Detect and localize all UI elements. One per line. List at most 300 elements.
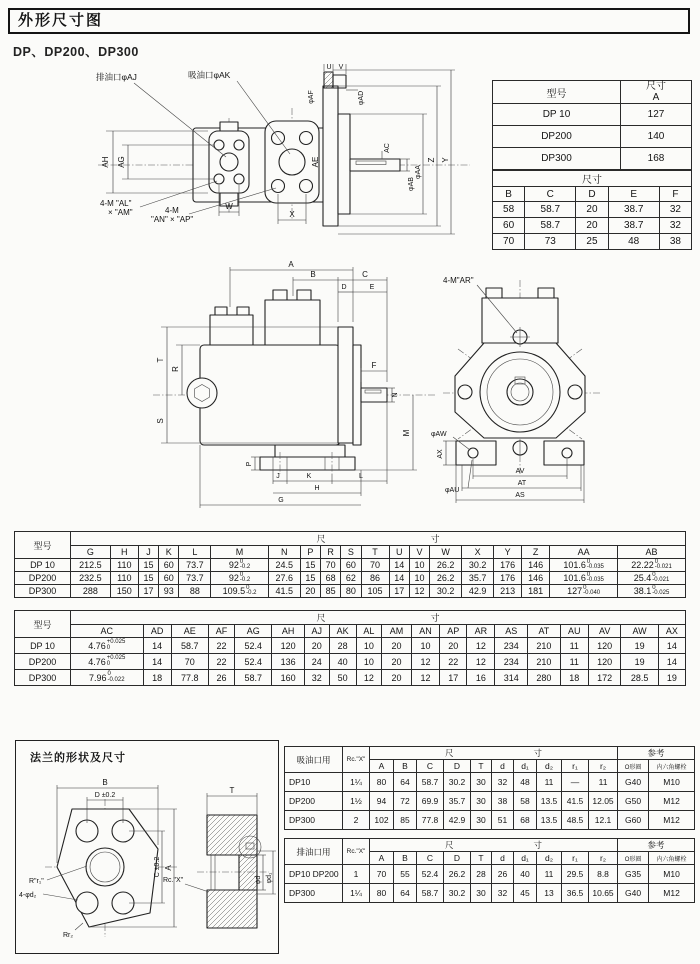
cell: 32	[659, 218, 691, 234]
cell: 20	[305, 638, 329, 654]
cell: 150	[110, 585, 138, 598]
cell: DP300	[15, 585, 71, 598]
table-row	[15, 585, 686, 598]
cell: 41.5	[562, 792, 589, 811]
cell: 172	[588, 670, 621, 686]
col-header: T	[471, 760, 492, 773]
col-header: J	[138, 546, 158, 559]
dim-n: N	[392, 392, 399, 398]
col-header: N	[268, 546, 300, 559]
cell: 19	[621, 654, 658, 670]
table-row	[285, 773, 695, 792]
flange-shape-panel	[15, 740, 279, 954]
cell: 16	[467, 670, 495, 686]
col-header: AL	[356, 625, 381, 638]
cell: 60	[493, 218, 525, 234]
suction-port-bore	[279, 149, 305, 175]
cell: 101.6 0 -0.035	[550, 559, 618, 572]
cell: 73.7	[179, 572, 211, 585]
cell: 62	[341, 572, 361, 585]
dim-a: A	[164, 865, 173, 871]
col-header: B	[493, 187, 525, 202]
cell: M12	[649, 811, 695, 830]
cell: 140	[621, 126, 692, 148]
cell: 109.5 0 -0.2	[211, 585, 268, 598]
cell: 58.7	[525, 218, 576, 234]
cell: M10	[649, 865, 695, 884]
cell: 94	[370, 792, 394, 811]
cell: M12	[649, 792, 695, 811]
table-row	[493, 218, 692, 234]
cell: 20	[382, 654, 412, 670]
front-view	[431, 276, 600, 503]
cell: 213	[494, 585, 522, 598]
bolt-callout-an-1: 4-M	[165, 206, 179, 215]
cell: 120	[588, 654, 621, 670]
cell: 38.7	[608, 218, 659, 234]
col-header: A	[370, 852, 394, 865]
cell: 38	[492, 792, 514, 811]
valve-block-1	[210, 315, 253, 345]
cell: 38.7	[608, 202, 659, 218]
cell: 68	[514, 811, 537, 830]
cell: 314	[495, 670, 528, 686]
col-header: d₁	[514, 760, 537, 773]
cell: 20	[300, 585, 320, 598]
dim-letter-a: A	[652, 92, 660, 103]
cell: 102	[370, 811, 394, 830]
column-header-row	[493, 187, 692, 202]
cell: 12	[411, 654, 439, 670]
col-header: 内六角螺栓	[649, 852, 695, 865]
cell: 280	[528, 670, 561, 686]
cell: 80	[341, 585, 361, 598]
cell: 60	[159, 572, 179, 585]
cell: 13	[537, 884, 562, 903]
col-header: D	[576, 187, 608, 202]
mounting-foot	[260, 457, 355, 470]
dim-as: AS	[515, 492, 525, 499]
column-header-row	[15, 546, 686, 559]
dim-a: A	[288, 260, 294, 269]
col-header-dim-a	[621, 81, 692, 104]
cell: DP 10	[493, 104, 621, 126]
cell: 14	[143, 654, 171, 670]
cell: 8.8	[589, 865, 618, 884]
dim-char-2: 寸	[430, 613, 440, 623]
flange-section-view	[163, 786, 276, 928]
cell: 32	[492, 773, 514, 792]
cell: 13.5	[537, 811, 562, 830]
cell: 234	[495, 638, 528, 654]
col-header: r₁	[562, 852, 589, 865]
table-row	[15, 670, 686, 686]
dim-u: U	[326, 64, 332, 71]
callout-rc-x: Rc."X"	[163, 877, 184, 884]
cell: 15	[138, 572, 158, 585]
cell: 58.7	[235, 670, 272, 686]
cell: 26	[208, 670, 234, 686]
callout-r-r1: R"r₁"	[29, 878, 44, 885]
cell: 10	[356, 654, 381, 670]
cell: 70	[171, 654, 208, 670]
dim-z: Z	[427, 157, 436, 163]
cell: 48	[608, 234, 659, 250]
col-header-model: 型号	[15, 532, 71, 559]
cell: G40	[618, 884, 649, 903]
col-header: U	[389, 546, 409, 559]
cell: 26	[492, 865, 514, 884]
cell: 70	[320, 559, 340, 572]
col-header: B	[394, 852, 417, 865]
col-header: C	[417, 760, 444, 773]
cell: 101.6 0 -0.035	[550, 572, 618, 585]
cell: 1¼	[343, 884, 370, 903]
dim-span-header	[71, 532, 686, 546]
cell: G50	[618, 792, 649, 811]
table-row	[493, 234, 692, 250]
cell: 30.2	[444, 773, 471, 792]
column-header-row	[15, 625, 686, 638]
cell: 120	[272, 638, 305, 654]
dim-h: H	[314, 485, 320, 492]
col-header: AR	[467, 625, 495, 638]
cell: 68	[320, 572, 340, 585]
cell: 48.5	[562, 811, 589, 830]
cell: 88	[179, 585, 211, 598]
dim-ab: φAB	[408, 177, 415, 191]
cell: DP10 DP200	[285, 865, 343, 884]
col-header: r₂	[589, 760, 618, 773]
dim-d-tol: D ±0.2	[94, 792, 116, 799]
bcdef-dimension-table	[492, 170, 692, 250]
dim-j: J	[276, 473, 280, 480]
pump-rear-view-drawing	[50, 64, 495, 260]
cell: 110	[110, 572, 138, 585]
dim-ad: φAD	[358, 90, 365, 106]
dim-span-header	[71, 611, 686, 625]
col-header: AX	[658, 625, 685, 638]
cell: G35	[618, 865, 649, 884]
cell: 30	[471, 773, 492, 792]
callout-4-d2: 4-φd₂	[19, 892, 37, 899]
dim-ae: AE	[311, 156, 320, 168]
cell: 12	[409, 585, 429, 598]
dim-char-1: 尺	[316, 534, 326, 544]
cell: 20	[382, 670, 412, 686]
cell: 85	[320, 585, 340, 598]
dimension-table-2	[14, 610, 686, 686]
cell: 10	[411, 638, 439, 654]
cell: 10	[409, 572, 429, 585]
cell: 22	[208, 654, 234, 670]
col-header: AF	[208, 625, 234, 638]
dim-char-2: 寸	[533, 840, 543, 850]
cell: 17	[138, 585, 158, 598]
cell: 25.4 0 -0.021	[618, 572, 686, 585]
cell: 42.9	[462, 585, 494, 598]
table-row	[15, 638, 686, 654]
col-header: AD	[143, 625, 171, 638]
cell: 52.4	[235, 654, 272, 670]
cell: 35.7	[462, 572, 494, 585]
hex-plug	[187, 378, 217, 408]
dim-m: M	[402, 429, 411, 437]
cell: 22	[440, 654, 467, 670]
col-header: d	[492, 760, 514, 773]
col-header: AE	[171, 625, 208, 638]
dim-char-2: 寸	[533, 748, 543, 758]
col-header: AU	[560, 625, 588, 638]
callout-r-r2: Rr₂	[63, 932, 74, 939]
bolt-callout-al-2: × "AM"	[108, 208, 133, 217]
mounting-flange	[338, 327, 353, 443]
cell: 14	[658, 638, 685, 654]
cell: DP200	[15, 654, 71, 670]
cell: DP300	[285, 884, 343, 903]
cell: 30	[471, 884, 492, 903]
col-header: G	[71, 546, 111, 559]
cell: 70	[370, 865, 394, 884]
dim-char-1: 尺	[316, 613, 326, 623]
col-header: AG	[235, 625, 272, 638]
cell: DP300	[493, 148, 621, 170]
dim-word: 尺寸	[646, 81, 666, 92]
cell: 58	[493, 202, 525, 218]
cell: 17	[389, 585, 409, 598]
cell: 210	[528, 654, 561, 670]
col-header-model: 型号	[493, 81, 621, 104]
col-header: AJ	[305, 625, 329, 638]
table-row	[493, 202, 692, 218]
cell: 38.1 0 -0.025	[618, 585, 686, 598]
dim-p: P	[246, 461, 253, 467]
cell: 30	[471, 811, 492, 830]
cell: 14	[658, 654, 685, 670]
cell: 22	[208, 638, 234, 654]
cell: DP300	[285, 811, 343, 830]
cell: 12	[467, 638, 495, 654]
dim-at: AT	[517, 480, 527, 487]
cell: 58.7	[417, 884, 444, 903]
cell: 181	[522, 585, 550, 598]
dim-w: W	[225, 202, 233, 211]
dim-d: D	[341, 284, 347, 291]
col-header: d₂	[537, 852, 562, 865]
cell: 7.96 0 -0.022	[71, 670, 144, 686]
suction-port-table	[284, 746, 695, 830]
cell: 14	[143, 638, 171, 654]
col-header: D	[444, 760, 471, 773]
cell: 29.5	[562, 865, 589, 884]
cell: 15	[300, 572, 320, 585]
cell: 176	[494, 559, 522, 572]
cell: 2	[343, 811, 370, 830]
dim-phi-d: φd	[255, 875, 262, 885]
port-category: 吸油口用	[285, 747, 343, 773]
cell: 70	[361, 559, 389, 572]
dim-c-tol: C ±0.2	[154, 856, 161, 878]
cell: 69.9	[417, 792, 444, 811]
cell: 12	[411, 670, 439, 686]
cell: 110	[110, 559, 138, 572]
flange-face-view	[19, 778, 179, 939]
port-category: 排油口用	[285, 839, 343, 865]
flange-panel-title: 法兰的形状及尺寸	[30, 752, 126, 764]
cell: 1¼	[343, 773, 370, 792]
cell: 58.7	[525, 202, 576, 218]
cell: 11	[537, 865, 562, 884]
dim-span-header	[370, 747, 618, 760]
dim-au: φAU	[445, 487, 460, 494]
col-header: B	[394, 760, 417, 773]
dim-aw: φAW	[431, 431, 447, 438]
col-header: T	[471, 852, 492, 865]
table-row	[15, 654, 686, 670]
cell: 85	[394, 811, 417, 830]
cell: 32	[492, 884, 514, 903]
cell: 210	[528, 638, 561, 654]
dim-ag: AG	[117, 156, 126, 168]
dim-b: B	[102, 778, 108, 787]
cell: 14	[389, 559, 409, 572]
col-header: C	[525, 187, 576, 202]
cell: 160	[272, 670, 305, 686]
bolt-callout-ar: 4-M"AR"	[443, 276, 474, 285]
cell: 51	[492, 811, 514, 830]
cell: 60	[159, 559, 179, 572]
col-header: W	[430, 546, 462, 559]
bolt-callout-an-2: "AN" × "AP"	[151, 215, 194, 224]
cell: 70	[493, 234, 525, 250]
cell: DP 10	[15, 638, 71, 654]
discharge-port-table	[284, 838, 695, 903]
cell: 146	[522, 572, 550, 585]
cell: 120	[588, 638, 621, 654]
col-header: R	[320, 546, 340, 559]
cell: 1½	[343, 792, 370, 811]
cell: 36.5	[562, 884, 589, 903]
dim-r: R	[171, 366, 180, 372]
dim-g: G	[278, 497, 284, 504]
cell: M10	[649, 773, 695, 792]
cell: 52.4	[417, 865, 444, 884]
cell: 4.76 +0.025 0	[71, 654, 144, 670]
col-header-rc: Rc."X"	[343, 839, 370, 865]
cell: 12	[356, 670, 381, 686]
valve-block-2	[265, 300, 320, 345]
page-title: 外形尺寸图	[8, 8, 690, 34]
dim-c: C	[362, 270, 368, 279]
suction-port-label: 吸油口φAK	[188, 70, 231, 80]
cell: 64	[394, 773, 417, 792]
cell: 50	[329, 670, 356, 686]
cell: 64	[394, 884, 417, 903]
cell: 11	[560, 654, 588, 670]
cell: 24.5	[268, 559, 300, 572]
cell: 10	[409, 559, 429, 572]
col-header: T	[361, 546, 389, 559]
col-header: d	[492, 852, 514, 865]
cell: 4.76 +0.025 0	[71, 638, 144, 654]
col-header: r₁	[562, 760, 589, 773]
cell: 45	[514, 884, 537, 903]
cell: 55	[394, 865, 417, 884]
cell: 26.2	[444, 865, 471, 884]
model-list: DP、DP200、DP300	[13, 45, 139, 59]
col-header: C	[417, 852, 444, 865]
cell: 20	[382, 638, 412, 654]
cell: 80	[370, 884, 394, 903]
col-header: V	[409, 546, 429, 559]
cell: 17	[440, 670, 467, 686]
dim-ac: AC	[384, 143, 391, 153]
cell: 38	[659, 234, 691, 250]
cell: 127	[621, 104, 692, 126]
pump-side-and-front-view-drawing	[25, 252, 695, 528]
dim-k: K	[306, 473, 312, 480]
cell: 48	[514, 773, 537, 792]
cell: 234	[495, 654, 528, 670]
col-header: AN	[411, 625, 439, 638]
cell: 12.05	[589, 792, 618, 811]
dimension-table-1	[14, 531, 686, 598]
dim-v: V	[338, 64, 344, 71]
cell: 26.2	[430, 572, 462, 585]
dim-s: S	[156, 418, 165, 424]
cell: 92 0 -0.2	[211, 559, 268, 572]
cell: 92 0 -0.2	[211, 572, 268, 585]
cell: 73	[525, 234, 576, 250]
table-row	[285, 811, 695, 830]
col-header: O形圈	[618, 760, 649, 773]
col-header: AB	[618, 546, 686, 559]
cell: 30	[471, 792, 492, 811]
dim-char-2: 寸	[430, 534, 440, 544]
dim-aa: φAA	[415, 165, 422, 179]
dim-x: X	[289, 210, 295, 219]
dim-span-header	[370, 839, 618, 852]
cell: 41.5	[268, 585, 300, 598]
cell: 93	[159, 585, 179, 598]
col-header: S	[341, 546, 361, 559]
col-header: AA	[550, 546, 618, 559]
dim-f: F	[371, 361, 377, 370]
cell: 77.8	[171, 670, 208, 686]
cell: 288	[71, 585, 111, 598]
cell: 20	[576, 218, 608, 234]
table-row	[285, 884, 695, 903]
cell: 11	[560, 638, 588, 654]
cell: 1	[343, 865, 370, 884]
cell: 42.9	[444, 811, 471, 830]
cell: 15	[300, 559, 320, 572]
table-row	[493, 148, 692, 170]
col-header: P	[300, 546, 320, 559]
model-dimension-a-table	[492, 80, 692, 170]
cell: DP200	[493, 126, 621, 148]
col-header: AP	[440, 625, 467, 638]
col-header: X	[462, 546, 494, 559]
discharge-port-label: 排油口φAJ	[96, 72, 137, 82]
col-header: A	[370, 760, 394, 773]
table-row	[493, 104, 692, 126]
dim-af: φAF	[308, 90, 315, 104]
col-header: E	[608, 187, 659, 202]
cell: 11	[537, 773, 562, 792]
cell: 26.2	[430, 559, 462, 572]
cell: 10.65	[589, 884, 618, 903]
